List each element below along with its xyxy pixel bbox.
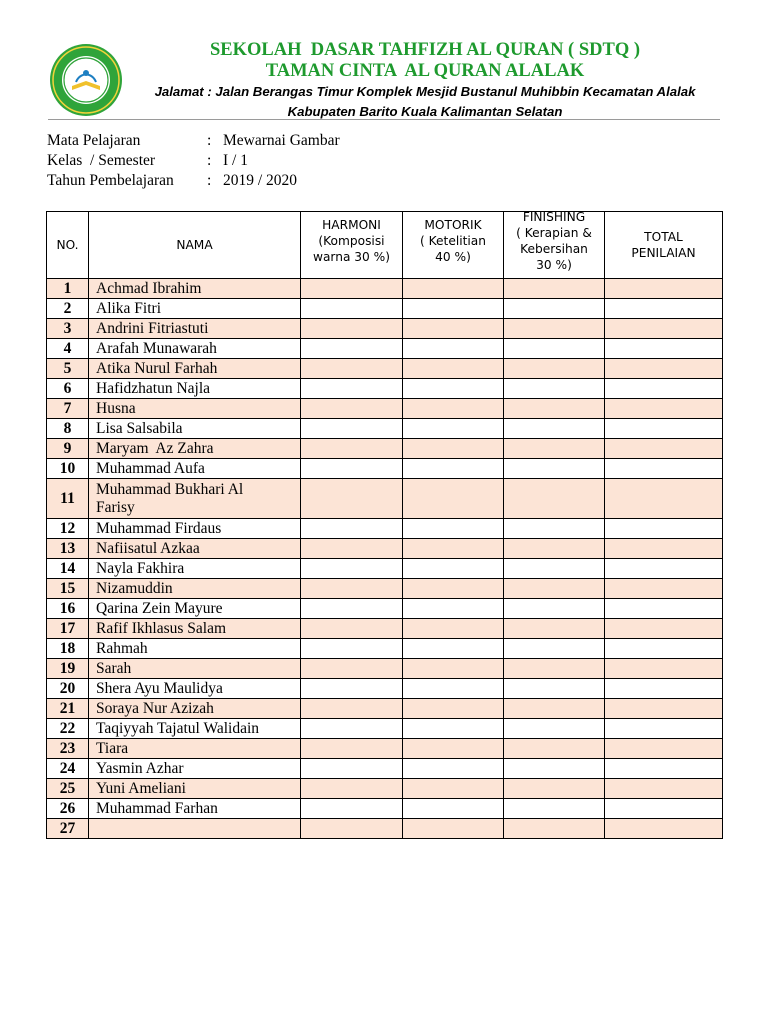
harmoni-score-cell bbox=[301, 459, 403, 479]
table-row bbox=[47, 459, 723, 479]
info-colon: : bbox=[207, 152, 212, 169]
total-score-cell bbox=[605, 719, 723, 739]
table-row bbox=[47, 419, 723, 439]
motorik-score-cell bbox=[403, 719, 504, 739]
address-line1: Jalamat : Jalan Berangas Timur Komplek Mesjid Bustanul Muhibbin Kecamatan Alalak bbox=[154, 84, 696, 99]
student-name: Arafah Munawarah bbox=[89, 339, 301, 359]
motorik-score-cell bbox=[403, 279, 504, 299]
subject-info bbox=[47, 131, 340, 191]
row-number: 1 bbox=[47, 279, 89, 299]
motorik-score-cell bbox=[403, 299, 504, 319]
harmoni-score-cell bbox=[301, 599, 403, 619]
student-name: Nafiisatul Azkaa bbox=[89, 539, 301, 559]
motorik-score-cell bbox=[403, 479, 504, 519]
finishing-score-cell bbox=[504, 379, 605, 399]
harmoni-score-cell bbox=[301, 559, 403, 579]
harmoni-score-cell bbox=[301, 679, 403, 699]
harmoni-score-cell bbox=[301, 819, 403, 839]
header-motorik-line: MOTORIK bbox=[424, 218, 482, 232]
student-name: Rafif Ikhlasus Salam bbox=[89, 619, 301, 639]
total-score-cell bbox=[605, 359, 723, 379]
header-finishing-line: 30 %) bbox=[536, 258, 572, 272]
motorik-score-cell bbox=[403, 339, 504, 359]
motorik-score-cell bbox=[403, 799, 504, 819]
row-number: 24 bbox=[47, 759, 89, 779]
info-value: 2019 / 2020 bbox=[223, 172, 298, 189]
student-name: Achmad Ibrahim bbox=[89, 279, 301, 299]
motorik-score-cell bbox=[403, 459, 504, 479]
student-name: Muhammad Aufa bbox=[89, 459, 301, 479]
header-finishing-line: Kebersihan bbox=[520, 242, 588, 256]
info-row-class bbox=[47, 151, 340, 171]
table-row bbox=[47, 719, 723, 739]
table-row bbox=[47, 599, 723, 619]
total-score-cell bbox=[605, 279, 723, 299]
finishing-score-cell bbox=[504, 319, 605, 339]
table-row bbox=[47, 739, 723, 759]
info-value: I / 1 bbox=[223, 152, 248, 169]
motorik-score-cell bbox=[403, 679, 504, 699]
total-score-cell bbox=[605, 819, 723, 839]
student-name bbox=[89, 819, 301, 839]
table-row bbox=[47, 759, 723, 779]
finishing-score-cell bbox=[504, 419, 605, 439]
total-score-cell bbox=[605, 799, 723, 819]
motorik-score-cell bbox=[403, 739, 504, 759]
table-row bbox=[47, 439, 723, 459]
table-row bbox=[47, 579, 723, 599]
table-row bbox=[47, 539, 723, 559]
address-line2: Kabupaten Barito Kuala Kalimantan Selatan bbox=[287, 104, 563, 119]
row-number: 22 bbox=[47, 719, 89, 739]
row-number: 21 bbox=[47, 699, 89, 719]
row-number: 12 bbox=[47, 519, 89, 539]
motorik-score-cell bbox=[403, 559, 504, 579]
finishing-score-cell bbox=[504, 679, 605, 699]
school-name-line1: SEKOLAH DASAR TAHFIZH AL QURAN ( SDTQ ) bbox=[209, 40, 641, 60]
finishing-score-cell bbox=[504, 619, 605, 639]
school-name-line2: TAMAN CINTA AL QURAN ALALAK bbox=[265, 61, 585, 81]
harmoni-score-cell bbox=[301, 759, 403, 779]
total-score-cell bbox=[605, 599, 723, 619]
info-label: Kelas / Semester bbox=[47, 152, 156, 169]
harmoni-score-cell bbox=[301, 579, 403, 599]
harmoni-score-cell bbox=[301, 699, 403, 719]
student-name: Lisa Salsabila bbox=[89, 419, 301, 439]
total-score-cell bbox=[605, 479, 723, 519]
total-score-cell bbox=[605, 299, 723, 319]
row-number: 27 bbox=[47, 819, 89, 839]
table-row bbox=[47, 619, 723, 639]
table-row bbox=[47, 379, 723, 399]
harmoni-score-cell bbox=[301, 419, 403, 439]
finishing-score-cell bbox=[504, 739, 605, 759]
row-number: 25 bbox=[47, 779, 89, 799]
harmoni-score-cell bbox=[301, 359, 403, 379]
student-name: Taqiyyah Tajatul Walidain bbox=[89, 719, 301, 739]
info-colon: : bbox=[207, 132, 212, 149]
motorik-score-cell bbox=[403, 419, 504, 439]
motorik-score-cell bbox=[403, 359, 504, 379]
student-name: Rahmah bbox=[89, 639, 301, 659]
row-number: 19 bbox=[47, 659, 89, 679]
total-score-cell bbox=[605, 739, 723, 759]
table-row bbox=[47, 299, 723, 319]
table-header-row bbox=[47, 212, 723, 279]
header-no: NO. bbox=[47, 212, 89, 279]
harmoni-score-cell bbox=[301, 439, 403, 459]
finishing-score-cell bbox=[504, 519, 605, 539]
finishing-score-cell bbox=[504, 439, 605, 459]
row-number: 2 bbox=[47, 299, 89, 319]
motorik-score-cell bbox=[403, 579, 504, 599]
finishing-score-cell bbox=[504, 399, 605, 419]
table-row bbox=[47, 699, 723, 719]
header-harmoni-line: HARMONI bbox=[322, 218, 381, 232]
student-name: Soraya Nur Azizah bbox=[89, 699, 301, 719]
header-harmoni bbox=[301, 212, 403, 279]
row-number: 10 bbox=[47, 459, 89, 479]
row-number: 23 bbox=[47, 739, 89, 759]
finishing-score-cell bbox=[504, 819, 605, 839]
info-value: Mewarnai Gambar bbox=[223, 132, 340, 149]
finishing-score-cell bbox=[504, 279, 605, 299]
student-name: Muhammad Firdaus bbox=[89, 519, 301, 539]
header-total-line: TOTAL bbox=[644, 230, 683, 244]
assessment-table bbox=[46, 211, 723, 839]
row-number: 20 bbox=[47, 679, 89, 699]
header-total bbox=[605, 212, 723, 279]
finishing-score-cell bbox=[504, 599, 605, 619]
student-name: Muhammad Farhan bbox=[89, 799, 301, 819]
harmoni-score-cell bbox=[301, 539, 403, 559]
total-score-cell bbox=[605, 379, 723, 399]
row-number: 18 bbox=[47, 639, 89, 659]
table-row bbox=[47, 679, 723, 699]
harmoni-score-cell bbox=[301, 779, 403, 799]
total-score-cell bbox=[605, 539, 723, 559]
total-score-cell bbox=[605, 439, 723, 459]
header-total-line: PENILAIAN bbox=[631, 246, 696, 260]
finishing-score-cell bbox=[504, 759, 605, 779]
finishing-score-cell bbox=[504, 639, 605, 659]
total-score-cell bbox=[605, 459, 723, 479]
harmoni-score-cell bbox=[301, 339, 403, 359]
student-name: Qarina Zein Mayure bbox=[89, 599, 301, 619]
finishing-score-cell bbox=[504, 779, 605, 799]
student-name: Husna bbox=[89, 399, 301, 419]
row-number: 11 bbox=[47, 479, 89, 519]
row-number: 13 bbox=[47, 539, 89, 559]
motorik-score-cell bbox=[403, 539, 504, 559]
row-number: 5 bbox=[47, 359, 89, 379]
table-row bbox=[47, 779, 723, 799]
student-name: Maryam Az Zahra bbox=[89, 439, 301, 459]
table-row bbox=[47, 359, 723, 379]
harmoni-score-cell bbox=[301, 659, 403, 679]
finishing-score-cell bbox=[504, 659, 605, 679]
student-name: Tiara bbox=[89, 739, 301, 759]
motorik-score-cell bbox=[403, 599, 504, 619]
row-number: 17 bbox=[47, 619, 89, 639]
total-score-cell bbox=[605, 779, 723, 799]
table-row bbox=[47, 659, 723, 679]
student-name: Sarah bbox=[89, 659, 301, 679]
motorik-score-cell bbox=[403, 399, 504, 419]
table-row bbox=[47, 339, 723, 359]
harmoni-score-cell bbox=[301, 739, 403, 759]
motorik-score-cell bbox=[403, 619, 504, 639]
row-number: 16 bbox=[47, 599, 89, 619]
motorik-score-cell bbox=[403, 659, 504, 679]
finishing-score-cell bbox=[504, 459, 605, 479]
info-label: Mata Pelajaran bbox=[47, 132, 141, 149]
header-divider bbox=[48, 119, 720, 120]
total-score-cell bbox=[605, 319, 723, 339]
student-name: Yasmin Azhar bbox=[89, 759, 301, 779]
harmoni-score-cell bbox=[301, 299, 403, 319]
harmoni-score-cell bbox=[301, 279, 403, 299]
school-emblem-logo bbox=[48, 42, 124, 118]
info-row-subject bbox=[47, 131, 340, 151]
header-harmoni-line: warna 30 %) bbox=[312, 250, 391, 264]
table-row bbox=[47, 479, 723, 519]
info-colon: : bbox=[207, 172, 212, 189]
info-label: Tahun Pembelajaran bbox=[47, 172, 174, 189]
total-score-cell bbox=[605, 519, 723, 539]
table-row bbox=[47, 799, 723, 819]
student-name: Hafidzhatun Najla bbox=[89, 379, 301, 399]
motorik-score-cell bbox=[403, 439, 504, 459]
total-score-cell bbox=[605, 639, 723, 659]
student-name: Yuni Ameliani bbox=[89, 779, 301, 799]
harmoni-score-cell bbox=[301, 319, 403, 339]
header-finishing-line: FINISHING bbox=[522, 210, 586, 224]
header-motorik-line: ( Ketelitian bbox=[420, 234, 486, 248]
motorik-score-cell bbox=[403, 699, 504, 719]
motorik-score-cell bbox=[403, 519, 504, 539]
info-row-year bbox=[47, 171, 340, 191]
finishing-score-cell bbox=[504, 339, 605, 359]
student-name: Shera Ayu Maulidya bbox=[89, 679, 301, 699]
table-row bbox=[47, 559, 723, 579]
finishing-score-cell bbox=[504, 559, 605, 579]
student-name: Atika Nurul Farhah bbox=[89, 359, 301, 379]
motorik-score-cell bbox=[403, 819, 504, 839]
row-number: 15 bbox=[47, 579, 89, 599]
harmoni-score-cell bbox=[301, 379, 403, 399]
header-motorik-line: 40 %) bbox=[435, 250, 471, 264]
table-row bbox=[47, 319, 723, 339]
student-name: Nizamuddin bbox=[89, 579, 301, 599]
row-number: 26 bbox=[47, 799, 89, 819]
row-number: 4 bbox=[47, 339, 89, 359]
finishing-score-cell bbox=[504, 799, 605, 819]
harmoni-score-cell bbox=[301, 479, 403, 519]
total-score-cell bbox=[605, 619, 723, 639]
table-row bbox=[47, 279, 723, 299]
total-score-cell bbox=[605, 399, 723, 419]
table-row bbox=[47, 399, 723, 419]
header-motorik bbox=[403, 212, 504, 279]
harmoni-score-cell bbox=[301, 719, 403, 739]
finishing-score-cell bbox=[504, 579, 605, 599]
header-finishing-line: ( Kerapian & bbox=[516, 226, 592, 240]
student-name: Muhammad Bukhari Al Farisy bbox=[89, 479, 301, 519]
harmoni-score-cell bbox=[301, 399, 403, 419]
total-score-cell bbox=[605, 759, 723, 779]
total-score-cell bbox=[605, 699, 723, 719]
total-score-cell bbox=[605, 579, 723, 599]
finishing-score-cell bbox=[504, 479, 605, 519]
total-score-cell bbox=[605, 679, 723, 699]
harmoni-score-cell bbox=[301, 519, 403, 539]
row-number: 7 bbox=[47, 399, 89, 419]
student-name: Alika Fitri bbox=[89, 299, 301, 319]
motorik-score-cell bbox=[403, 759, 504, 779]
finishing-score-cell bbox=[504, 699, 605, 719]
row-number: 9 bbox=[47, 439, 89, 459]
row-number: 6 bbox=[47, 379, 89, 399]
finishing-score-cell bbox=[504, 539, 605, 559]
table-row bbox=[47, 819, 723, 839]
finishing-score-cell bbox=[504, 359, 605, 379]
harmoni-score-cell bbox=[301, 639, 403, 659]
row-number: 3 bbox=[47, 319, 89, 339]
total-score-cell bbox=[605, 419, 723, 439]
motorik-score-cell bbox=[403, 639, 504, 659]
header-finishing bbox=[504, 212, 605, 279]
finishing-score-cell bbox=[504, 299, 605, 319]
table-row bbox=[47, 639, 723, 659]
total-score-cell bbox=[605, 339, 723, 359]
motorik-score-cell bbox=[403, 319, 504, 339]
harmoni-score-cell bbox=[301, 619, 403, 639]
table-row bbox=[47, 519, 723, 539]
finishing-score-cell bbox=[504, 719, 605, 739]
row-number: 14 bbox=[47, 559, 89, 579]
letterhead bbox=[130, 40, 720, 122]
student-name: Nayla Fakhira bbox=[89, 559, 301, 579]
motorik-score-cell bbox=[403, 779, 504, 799]
row-number: 8 bbox=[47, 419, 89, 439]
motorik-score-cell bbox=[403, 379, 504, 399]
total-score-cell bbox=[605, 659, 723, 679]
student-name: Andrini Fitriastuti bbox=[89, 319, 301, 339]
harmoni-score-cell bbox=[301, 799, 403, 819]
header-nama: NAMA bbox=[89, 212, 301, 279]
total-score-cell bbox=[605, 559, 723, 579]
header-harmoni-line: (Komposisi bbox=[318, 234, 385, 248]
